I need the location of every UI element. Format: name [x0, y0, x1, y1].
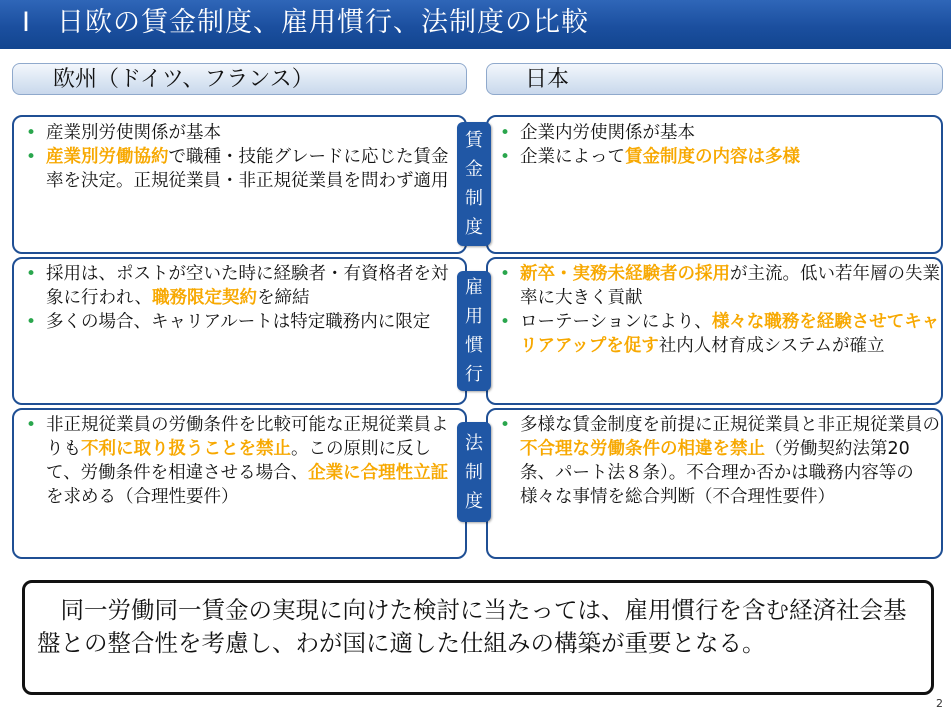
bullet-item	[488, 310, 941, 358]
body-text: 社内人材育成システムが確立	[658, 336, 885, 356]
highlight-text: 賃金制度の内容は多様	[625, 147, 800, 167]
bullet-list	[488, 413, 941, 509]
bullet-icon: •	[26, 415, 37, 435]
bullet-item	[488, 262, 941, 310]
bullet-icon: •	[26, 147, 37, 167]
highlight-text: 不利に取り扱うことを禁止	[81, 439, 291, 459]
cell-law-japan	[486, 408, 943, 559]
title-number: Ⅰ	[22, 7, 31, 38]
category-char: 制	[465, 461, 483, 483]
bullet-icon: •	[500, 147, 511, 167]
bullet-icon: •	[26, 312, 37, 332]
bullet-list	[14, 413, 465, 509]
body-text: を締結	[257, 288, 310, 308]
bullet-item	[14, 121, 465, 145]
bullet-item	[488, 413, 941, 509]
highlight-text: 不合理な労働条件の相違を禁止	[520, 439, 765, 459]
highlight-text: 新卒・実務未経験者の採用	[520, 264, 730, 284]
bullet-icon: •	[500, 264, 511, 284]
bullet-list	[14, 262, 465, 334]
column-header-europe: 欧州（ドイツ、フランス）	[12, 63, 467, 95]
bullet-item	[14, 262, 465, 310]
category-label-legal-system	[457, 422, 491, 522]
body-text: で職種・技能グレードに応じた賃金率を決定。正規従業員・非正規従業員を問わず適用	[46, 147, 449, 191]
highlight-text: 職務限定契約	[152, 288, 258, 308]
bullet-item	[14, 145, 465, 193]
summary-box: 同一労働同一賃金の実現に向けた検討に当たっては、雇用慣行を含む経済社会基盤との整合性を考慮し、わが国に適した仕組みの構築が重要となる。	[22, 580, 934, 695]
body-text: 企業内労使関係が基本	[520, 123, 695, 143]
category-char: 度	[465, 217, 483, 238]
body-text: ローテーションにより、	[520, 312, 712, 332]
category-char: 慣	[465, 335, 483, 356]
body-text: 採用は、ポストが空いた時に経験者・有資格者を対象に行われ、	[46, 264, 449, 308]
cell-wage-europe	[12, 115, 467, 254]
body-text: 多様な賃金制度を前提に正規従業員と非正規従業員の	[520, 415, 940, 435]
category-label-wage-system	[457, 122, 491, 246]
cell-wage-japan	[486, 115, 943, 254]
slide-title	[0, 0, 951, 49]
body-text: 産業別労使関係が基本	[46, 123, 221, 143]
body-text: 。この原則に反して、労働条件を相違させる場合、	[46, 439, 431, 483]
highlight-text: 様々な職務を経験させてキャリアアップを促す	[520, 312, 940, 356]
highlight-text: 産業別労働協約	[46, 147, 169, 167]
bullet-item	[14, 310, 465, 334]
body-text: 企業によって	[520, 147, 625, 167]
bullet-icon: •	[26, 123, 37, 143]
category-char: 賃	[465, 130, 483, 151]
highlight-text: 企業に合理性立証	[308, 463, 449, 483]
bullet-list	[488, 121, 941, 169]
bullet-item	[14, 413, 465, 509]
bullet-icon: •	[500, 123, 511, 143]
bullet-list	[14, 121, 465, 193]
category-char: 行	[465, 364, 483, 385]
page-number: 2	[936, 697, 943, 710]
bullet-icon: •	[500, 312, 511, 332]
category-char: 用	[465, 306, 483, 327]
category-char: 法	[465, 432, 483, 454]
cell-employment-europe	[12, 257, 467, 405]
bullet-item	[488, 145, 941, 169]
category-char: 雇	[465, 277, 483, 298]
body-text: （労働契約法第20条、パート法８条）。不合理か否かは職務内容等の様々な事情を総合判断（不合理性要件）	[520, 439, 914, 507]
bullet-item	[488, 121, 941, 145]
cell-employment-japan	[486, 257, 943, 405]
title-text: 日欧の賃金制度、雇用慣行、法制度の比較	[56, 7, 589, 38]
body-text: 非正規従業員の労働条件を比較可能な正規従業員よりも	[46, 415, 449, 459]
category-char: 金	[465, 159, 483, 180]
body-text: を求める（合理性要件）	[46, 487, 239, 507]
bullet-list	[488, 262, 941, 358]
bullet-icon: •	[500, 415, 511, 435]
bullet-icon: •	[26, 264, 37, 284]
category-label-employment-practice	[457, 271, 491, 391]
body-text: が主流。低い若年層の失業率に大きく貢献	[520, 264, 940, 308]
cell-law-europe	[12, 408, 467, 559]
column-header-japan: 日本	[486, 63, 943, 95]
body-text: 多くの場合、キャリアルートは特定職務内に限定	[46, 312, 431, 332]
category-char: 制	[465, 188, 483, 209]
category-char: 度	[465, 490, 483, 512]
